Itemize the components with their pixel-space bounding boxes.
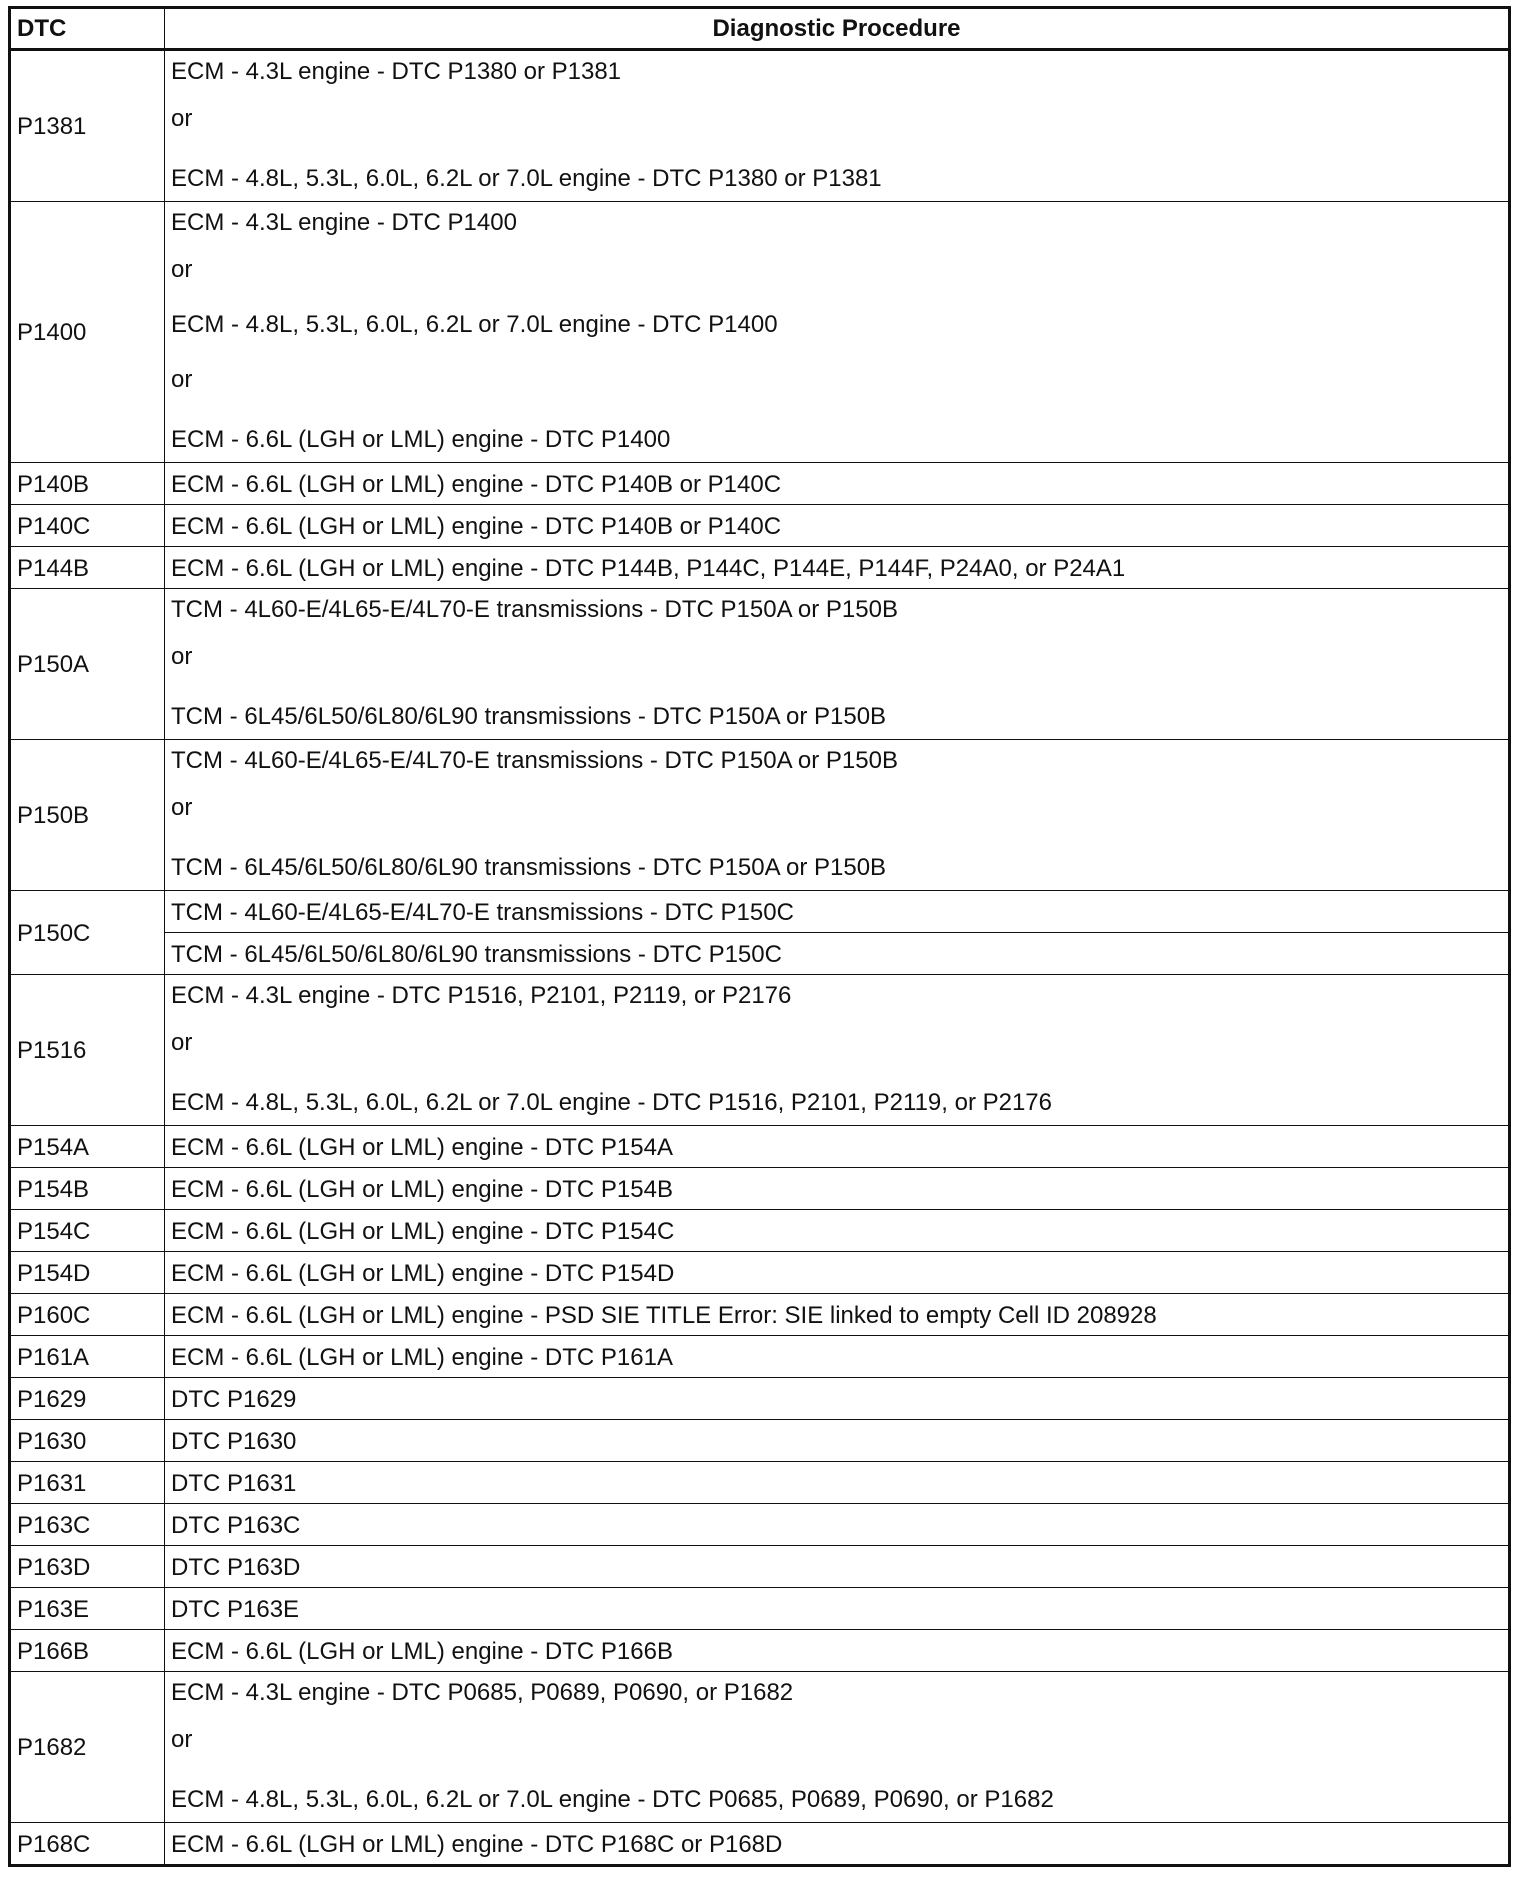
table-row bbox=[10, 1546, 1510, 1588]
table-row bbox=[10, 1462, 1510, 1504]
table-row bbox=[10, 202, 1510, 463]
dtc-code: P154A bbox=[10, 1126, 165, 1168]
procedure-line: ECM - 4.3L engine - DTC P1400 bbox=[171, 209, 517, 236]
table-row bbox=[10, 547, 1510, 589]
procedure-line: TCM - 4L60-E/4L65-E/4L70-E transmissions - DTC P150A or P150B bbox=[171, 596, 898, 623]
dtc-code: P163D bbox=[10, 1546, 165, 1588]
procedure-text: DTC P1630 bbox=[165, 1420, 1510, 1462]
table-header-row bbox=[10, 8, 1510, 50]
procedure-line: TCM - 6L45/6L50/6L80/6L90 transmissions - DTC P150A or P150B bbox=[171, 854, 887, 881]
table-row bbox=[10, 740, 1510, 891]
table-body bbox=[10, 50, 1510, 1866]
procedure-text: ECM - 6.6L (LGH or LML) engine - DTC P166B bbox=[165, 1630, 1510, 1672]
dtc-code: P1381 bbox=[10, 50, 165, 202]
procedure-line: ECM - 4.3L engine - DTC P1516, P2101, P2119, or P2176 bbox=[171, 982, 792, 1009]
dtc-code: P154B bbox=[10, 1168, 165, 1210]
dtc-code: P140B bbox=[10, 463, 165, 505]
dtc-table bbox=[8, 6, 1511, 1867]
table-row bbox=[10, 50, 1510, 202]
table-row bbox=[10, 891, 1510, 933]
dtc-code: P1630 bbox=[10, 1420, 165, 1462]
procedure-line: TCM - 6L45/6L50/6L80/6L90 transmissions - DTC P150A or P150B bbox=[171, 703, 887, 730]
table-row bbox=[10, 975, 1510, 1126]
procedure-text: DTC P1631 bbox=[165, 1462, 1510, 1504]
table-row bbox=[10, 1823, 1510, 1866]
procedure-text: ECM - 6.6L (LGH or LML) engine - DTC P168C or P168D bbox=[165, 1823, 1510, 1866]
table-row bbox=[10, 1588, 1510, 1630]
or-separator: or bbox=[171, 105, 193, 132]
procedure-line: ECM - 4.8L, 5.3L, 6.0L, 6.2L or 7.0L engine - DTC P1516, P2101, P2119, or P2176 bbox=[171, 1089, 1053, 1116]
procedure-text: ECM - 6.6L (LGH or LML) engine - PSD SIE TITLE Error: SIE linked to empty Cell ID 208928 bbox=[165, 1294, 1510, 1336]
procedure-cell bbox=[165, 589, 1510, 740]
dtc-code: P154C bbox=[10, 1210, 165, 1252]
dtc-code: P160C bbox=[10, 1294, 165, 1336]
table-row bbox=[10, 1168, 1510, 1210]
or-separator: or bbox=[171, 1029, 193, 1056]
procedure-text: ECM - 6.6L (LGH or LML) engine - DTC P161A bbox=[165, 1336, 1510, 1378]
procedure-text: ECM - 6.6L (LGH or LML) engine - DTC P144B, P144C, P144E, P144F, P24A0, or P24A1 bbox=[165, 547, 1510, 589]
dtc-code: P1516 bbox=[10, 975, 165, 1126]
dtc-table-container bbox=[8, 6, 1511, 1867]
table-row bbox=[10, 505, 1510, 547]
procedure-text: ECM - 6.6L (LGH or LML) engine - DTC P154D bbox=[165, 1252, 1510, 1294]
procedure-line: ECM - 4.3L engine - DTC P0685, P0689, P0690, or P1682 bbox=[171, 1679, 794, 1706]
table-row bbox=[10, 1336, 1510, 1378]
table-row bbox=[10, 463, 1510, 505]
dtc-code: P150A bbox=[10, 589, 165, 740]
dtc-code: P163C bbox=[10, 1504, 165, 1546]
procedure-line: TCM - 4L60-E/4L65-E/4L70-E transmissions - DTC P150A or P150B bbox=[171, 747, 898, 774]
table-row bbox=[10, 1210, 1510, 1252]
table-row bbox=[10, 1126, 1510, 1168]
table-row bbox=[10, 1420, 1510, 1462]
table-row bbox=[10, 1672, 1510, 1823]
dtc-code: P150B bbox=[10, 740, 165, 891]
procedure-cell bbox=[165, 1672, 1510, 1823]
dtc-code: P154D bbox=[10, 1252, 165, 1294]
procedure-cell bbox=[165, 975, 1510, 1126]
dtc-code: P168C bbox=[10, 1823, 165, 1866]
or-separator: or bbox=[171, 366, 193, 393]
table-row bbox=[10, 1294, 1510, 1336]
procedure-line: ECM - 4.8L, 5.3L, 6.0L, 6.2L or 7.0L engine - DTC P1400 bbox=[171, 311, 778, 338]
procedure-text: DTC P163E bbox=[165, 1588, 1510, 1630]
dtc-code: P163E bbox=[10, 1588, 165, 1630]
dtc-code: P166B bbox=[10, 1630, 165, 1672]
or-separator: or bbox=[171, 643, 193, 670]
table-row bbox=[10, 1504, 1510, 1546]
procedure-cell bbox=[165, 202, 1510, 463]
procedure-text: DTC P1629 bbox=[165, 1378, 1510, 1420]
dtc-code: P1400 bbox=[10, 202, 165, 463]
table-row bbox=[10, 1252, 1510, 1294]
procedure-text: DTC P163C bbox=[165, 1504, 1510, 1546]
procedure-cell bbox=[165, 740, 1510, 891]
procedure-line: ECM - 4.3L engine - DTC P1380 or P1381 bbox=[171, 58, 622, 85]
table-row bbox=[10, 933, 1510, 975]
dtc-code: P1682 bbox=[10, 1672, 165, 1823]
table-row bbox=[10, 1630, 1510, 1672]
table-row bbox=[10, 589, 1510, 740]
or-separator: or bbox=[171, 1726, 193, 1753]
procedure-text: TCM - 6L45/6L50/6L80/6L90 transmissions - DTC P150C bbox=[165, 933, 1510, 975]
procedure-text: ECM - 6.6L (LGH or LML) engine - DTC P154B bbox=[165, 1168, 1510, 1210]
dtc-code: P1629 bbox=[10, 1378, 165, 1420]
dtc-code: P1631 bbox=[10, 1462, 165, 1504]
table-row bbox=[10, 1378, 1510, 1420]
header-diagnostic-procedure: Diagnostic Procedure bbox=[165, 8, 1510, 50]
procedure-text: ECM - 6.6L (LGH or LML) engine - DTC P140B or P140C bbox=[165, 505, 1510, 547]
procedure-line: ECM - 6.6L (LGH or LML) engine - DTC P1400 bbox=[171, 426, 671, 453]
procedure-text: TCM - 4L60-E/4L65-E/4L70-E transmissions - DTC P150C bbox=[165, 891, 1510, 933]
dtc-code: P144B bbox=[10, 547, 165, 589]
or-separator: or bbox=[171, 256, 193, 283]
or-separator: or bbox=[171, 794, 193, 821]
procedure-cell bbox=[165, 50, 1510, 202]
dtc-code: P140C bbox=[10, 505, 165, 547]
procedure-text: ECM - 6.6L (LGH or LML) engine - DTC P140B or P140C bbox=[165, 463, 1510, 505]
procedure-text: ECM - 6.6L (LGH or LML) engine - DTC P154C bbox=[165, 1210, 1510, 1252]
procedure-line: ECM - 4.8L, 5.3L, 6.0L, 6.2L or 7.0L engine - DTC P0685, P0689, P0690, or P1682 bbox=[171, 1786, 1054, 1813]
procedure-text: ECM - 6.6L (LGH or LML) engine - DTC P154A bbox=[165, 1126, 1510, 1168]
dtc-code: P161A bbox=[10, 1336, 165, 1378]
dtc-code: P150C bbox=[10, 891, 165, 975]
procedure-text: DTC P163D bbox=[165, 1546, 1510, 1588]
procedure-line: ECM - 4.8L, 5.3L, 6.0L, 6.2L or 7.0L engine - DTC P1380 or P1381 bbox=[171, 165, 882, 192]
header-dtc: DTC bbox=[10, 8, 165, 50]
